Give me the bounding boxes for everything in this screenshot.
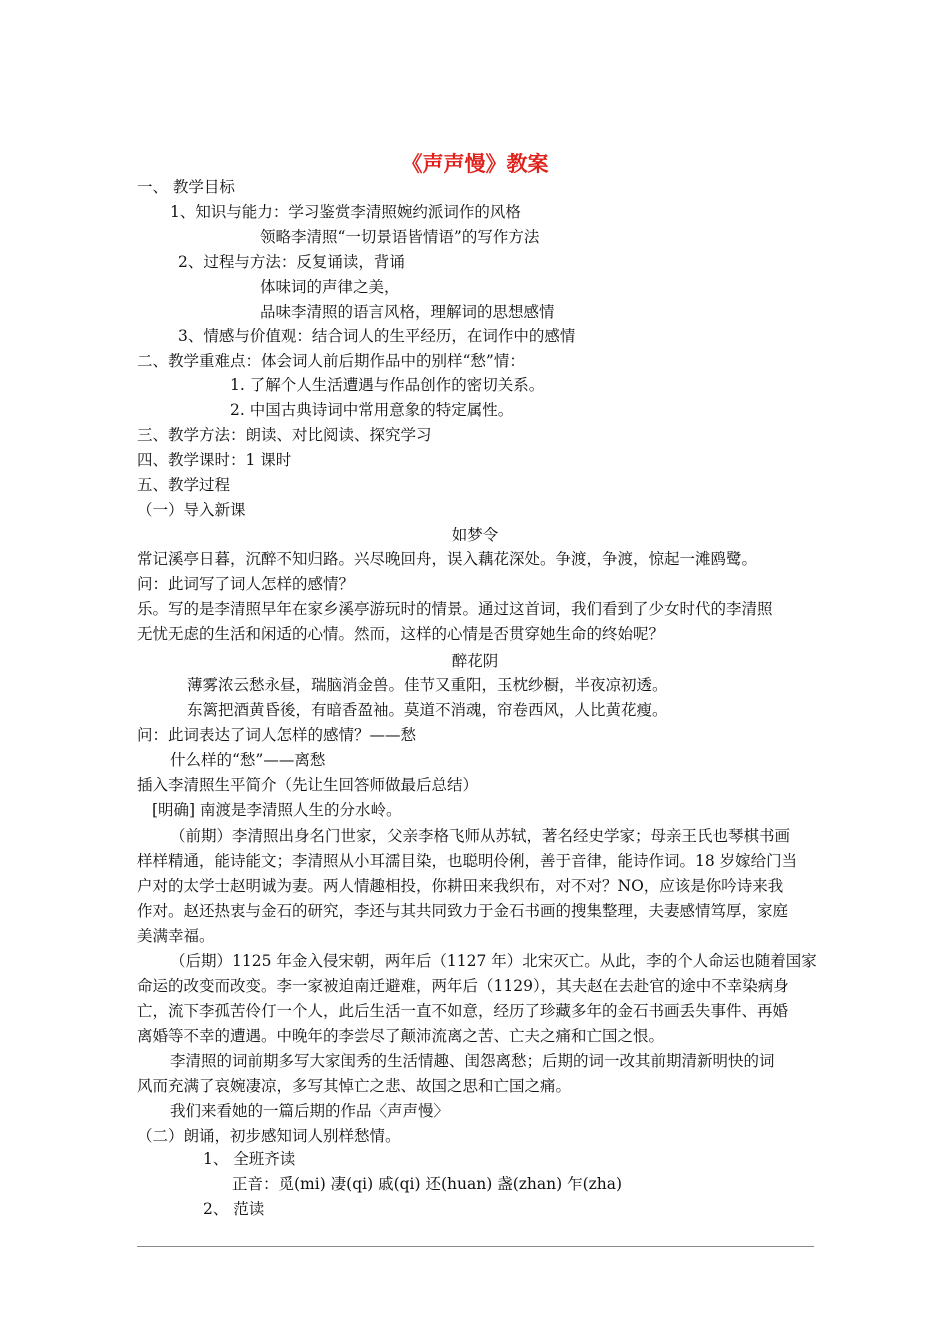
objective-subitem: 领略李清照“一切景语皆情语”的写作方法 <box>260 228 540 246</box>
paragraph-line: 样样精通，能诗能文；李清照从小耳濡目染，也聪明伶俐，善于音律，能诗作词。18 岁嫁给门当 <box>137 852 798 870</box>
document-title: 《声声慢》教案 <box>401 152 549 176</box>
paragraph-line: 户对的太学士赵明诚为妻。两人情趣相投，你耕田来我织布，对不对？NO，应该是你吟诗来我 <box>137 877 784 895</box>
poem-title: 醉花阴 <box>451 652 499 670</box>
poem-line: 常记溪亭日暮，沉醉不知归路。兴尽晚回舟，误入藕花深处。争渡，争渡，惊起一滩鸥鹭。 <box>137 550 758 568</box>
poem-line: 东篱把酒黄昏後，有暗香盈袖。莫道不消魂，帘卷西风，人比黄花瘦。 <box>187 701 668 719</box>
section-heading: 四、教学课时：1 课时 <box>137 451 292 469</box>
paragraph-line: （前期）李清照出身名门世家，父亲李格飞师从苏轼，著名经史学家；母亲王氏也琴棋书画 <box>170 827 791 845</box>
paragraph-line: 什么样的“愁”——离愁 <box>170 751 326 769</box>
paragraph-line: （后期）1125 年金入侵宋朝，两年后（1127 年）北宋灭亡。从此，李的个人命运也随着国家 <box>170 952 817 970</box>
paragraph-line: 插入李清照生平简介（先让生回答师做最后总结） <box>137 776 479 794</box>
paragraph-line: 我们来看她的一篇后期的作品〈声声慢〉 <box>170 1102 450 1120</box>
question-line: 问：此词写了词人怎样的感情？ <box>137 575 355 593</box>
paragraph-line: 离婚等不幸的遭遇。中晚年的李尝尽了颠沛流离之苦、亡夫之痛和亡国之恨。 <box>137 1027 665 1045</box>
paragraph-line: 亡，流下李孤苦伶仃一个人，此后生活一直不如意，经历了珍藏多年的金石书画丢失事件、再婚 <box>137 1002 789 1020</box>
question-line: 问：此词表达了词人怎样的感情？——愁 <box>137 726 417 744</box>
numbered-item: 1、 全班齐读 <box>203 1150 296 1168</box>
pronunciation-line: 正音：觅(mi) 凄(qi) 戚(qi) 还(huan) 盏(zhan) 乍(zha) <box>232 1175 623 1193</box>
section-heading: 一、 教学目标 <box>137 178 235 196</box>
numbered-item: 2、 范读 <box>203 1200 265 1218</box>
paragraph-line: 美满幸福。 <box>137 927 215 945</box>
subsection-heading: （一）导入新课 <box>137 501 246 519</box>
numbered-item: 2. 中国古典诗词中常用意象的特定属性。 <box>230 401 514 419</box>
paragraph-line: 无忧无虑的生活和闲适的心情。然而，这样的心情是否贯穿她生命的终始呢？ <box>137 625 665 643</box>
poem-line: 薄雾浓云愁永昼，瑞脑消金兽。佳节又重阳，玉枕纱橱，半夜凉初透。 <box>187 676 668 694</box>
objective-item: 1、知识与能力：学习鉴赏李清照婉约派词作的风格 <box>170 203 521 221</box>
paragraph-line: 作对。赵还热衷与金石的研究，李还与其共同致力于金石书画的搜集整理，夫妻感情笃厚，家庭 <box>137 902 789 920</box>
numbered-item: 1. 了解个人生活遭遇与作品创作的密切关系。 <box>230 376 545 394</box>
footer-divider <box>137 1246 814 1247</box>
objective-subitem: 体味词的声律之美， <box>260 278 400 296</box>
poem-title: 如梦令 <box>451 526 499 544</box>
paragraph-line: [明确] 南渡是李清照人生的分水岭。 <box>152 801 402 819</box>
section-heading: 五、教学过程 <box>137 476 231 494</box>
objective-item: 3、情感与价值观：结合词人的生平经历，在词作中的感情 <box>178 327 576 345</box>
objective-subitem: 品味李清照的语言风格，理解词的思想感情 <box>260 303 555 321</box>
section-heading: 二、教学重难点：体会词人前后期作品中的别样“愁”情： <box>137 352 525 370</box>
objective-item: 2、过程与方法：反复诵读，背诵 <box>178 253 405 271</box>
section-heading: 三、教学方法：朗读、对比阅读、探究学习 <box>137 426 432 444</box>
paragraph-line: 乐。写的是李清照早年在家乡溪亭游玩时的情景。通过这首词，我们看到了少女时代的李清照 <box>137 600 773 618</box>
paragraph-line: 风而充满了哀婉凄凉，多写其悼亡之悲、故国之思和亡国之痛。 <box>137 1077 572 1095</box>
paragraph-line: 命运的改变而改变。李一家被迫南迁避难，两年后（1129），其夫赵在去赴官的途中不幸染病身 <box>137 977 789 995</box>
paragraph-line: 李清照的词前期多写大家闺秀的生活情趣、闺怨离愁；后期的词一改其前期清新明快的词 <box>170 1052 775 1070</box>
subsection-heading: （二）朗诵，初步感知词人别样愁情。 <box>137 1127 401 1145</box>
